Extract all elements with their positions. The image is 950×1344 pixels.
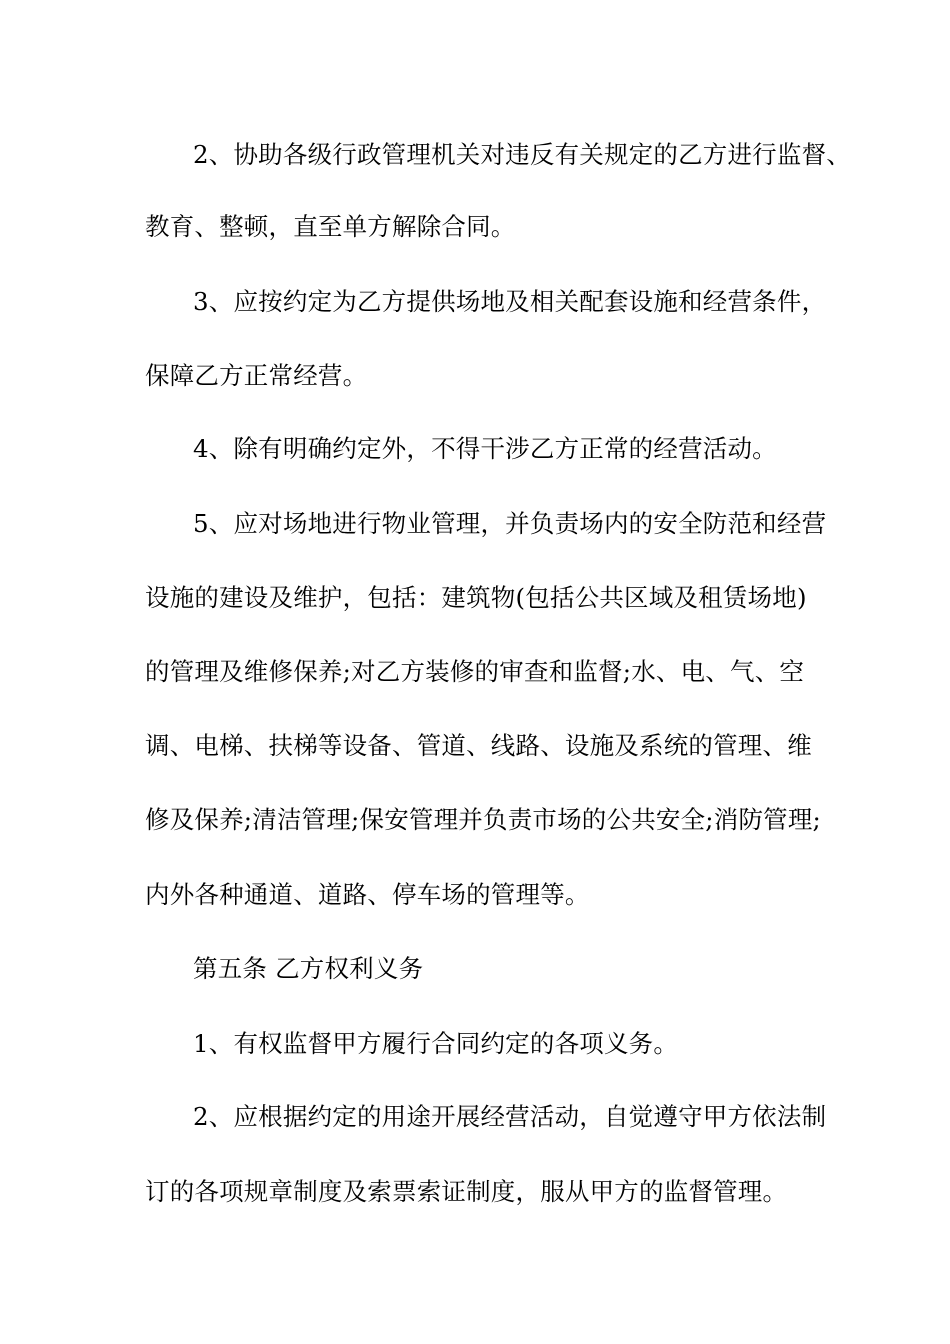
text-line: 2、应根据约定的用途开展经营活动，自觉遵守甲方依法制	[193, 1102, 827, 1131]
text-line: 订的各项规章制度及索票索证制度，服从甲方的监督管理。	[145, 1177, 788, 1206]
text-line: 2、协助各级行政管理机关对违反有关规定的乙方进行监督、	[193, 140, 851, 169]
text-line: 调、电梯、扶梯等设备、管道、线路、设施及系统的管理、维	[145, 731, 812, 760]
text-line: 保障乙方正常经营。	[145, 361, 368, 390]
text-line: 设施的建设及维护，包括：建筑物(包括公共区域及租赁场地)	[145, 583, 807, 612]
text-line: 内外各种通道、道路、停车场的管理等。	[145, 880, 590, 909]
section-heading: 第五条 乙方权利义务	[193, 954, 424, 983]
text-line: 修及保养;清洁管理;保安管理并负责市场的公共安全;消防管理;	[145, 805, 822, 834]
text-line: 1、有权监督甲方履行合同约定的各项义务。	[193, 1029, 679, 1058]
text-line: 4、除有明确约定外，不得干涉乙方正常的经营活动。	[193, 434, 777, 463]
text-line: 5、应对场地进行物业管理，并负责场内的安全防范和经营	[193, 509, 827, 538]
text-line: 教育、整顿，直至单方解除合同。	[145, 212, 516, 241]
text-line: 3、应按约定为乙方提供场地及相关配套设施和经营条件，	[193, 287, 827, 316]
text-line: 的管理及维修保养;对乙方装修的审查和监督;水、电、气、空	[145, 657, 805, 686]
